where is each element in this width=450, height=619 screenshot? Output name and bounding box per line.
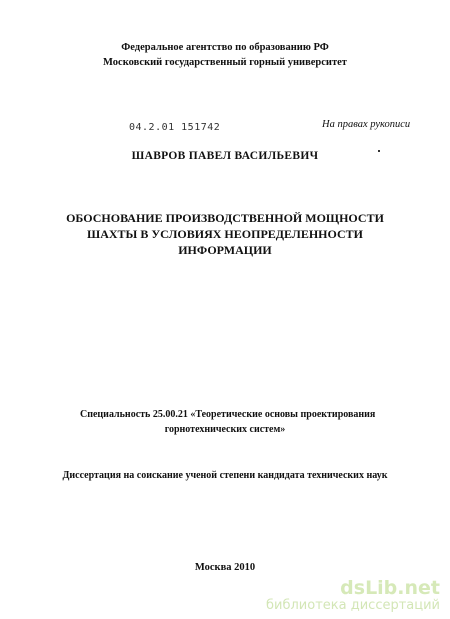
place-and-year: Москва 2010 <box>194 562 256 573</box>
degree-statement: Диссертация на соискание ученой степени кандидата технических наук <box>62 470 388 481</box>
watermark-logo: dsLib.net <box>340 577 440 599</box>
specialty-line-1: Специальность 25.00.21 «Теоретические основы проектирования <box>80 409 376 420</box>
organization-line-1: Федеральное агентство по образованию РФ <box>121 42 329 53</box>
thesis-title <box>0 210 450 258</box>
scan-speck <box>378 150 380 152</box>
thesis-title-line: ШАХТЫ В УСЛОВИЯХ НЕОПРЕДЕЛЕННОСТИ <box>87 227 363 241</box>
organization-line-2: Московский государственный горный университет <box>103 57 347 68</box>
archive-stamp: 04.2.01 151742 <box>129 122 221 133</box>
thesis-title-line: ОБОСНОВАНИЕ ПРОИЗВОДСТВЕННОЙ МОЩНОСТИ <box>66 211 384 225</box>
thesis-title-line: ИНФОРМАЦИИ <box>178 243 272 257</box>
watermark <box>266 578 440 613</box>
author-name: ШАВРОВ ПАВЕЛ ВАСИЛЬЕВИЧ <box>131 150 319 162</box>
watermark-subtitle: библиотека диссертаций <box>266 598 440 613</box>
manuscript-rights-note: На правах рукописи <box>322 119 411 130</box>
specialty-line-2: горнотехнических систем» <box>164 424 286 435</box>
